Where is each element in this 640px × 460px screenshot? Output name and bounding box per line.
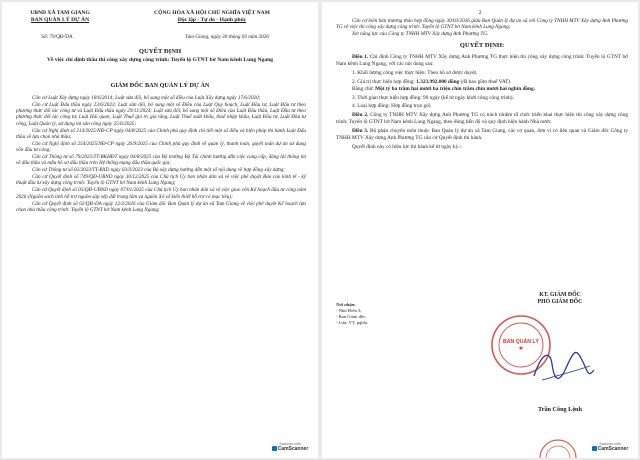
legal-basis-item: Xét năng lực của Công ty TNHH MTV Xây dựng Anh Phương TG.	[352, 30, 489, 37]
recipients-title: Nơi nhận:	[336, 302, 356, 307]
legal-basis-item: Căn cứ Quyết định số 05/QĐ-UBND ngày 07/01/2025 của Chủ tịch Ủy ban nhân dân xã về việc giao vốn Kế hoạch đầu tư công năm 2026 (Nguồn sách tỉnh hỗ trợ nguồn sắp xếp đất trung tâm và nguồn Xổ số kiến thiết hỗ trợ có mục tiêu);	[16, 187, 306, 200]
article-2	[336, 112, 628, 126]
camscanner-icon	[272, 446, 277, 451]
amount-in-words	[336, 86, 628, 93]
handwritten-signature-icon	[528, 342, 598, 392]
camscanner-watermark	[588, 442, 632, 452]
issuer-header	[12, 10, 108, 24]
national-header	[112, 10, 312, 24]
item-2-label: 2. Giá trị thực hiện hợp đồng:	[352, 78, 417, 85]
legal-basis-item: Căn cứ Quyết định số 62/QĐ-DA ngày 12/3/2026 của Giám đốc Ban Quản lý dự án xã Tam Giang về việc phê duyệt Kế hoạch lựa chọn nhà thầu công trình: Tuyến lộ GTNT bờ Nam kênh Lung Ngang;	[16, 200, 306, 213]
page-number: 2	[478, 10, 482, 16]
signature-title-line-1: KT. GIÁM ĐỐC	[539, 292, 581, 298]
issuer-line-1: UBND XÃ TAM GIANG	[30, 10, 90, 16]
legal-basis-item: Căn cứ Luật Xây dựng ngày 18/6/2014; Luật sửa đổi, bổ sung một số điều của Luật Xây dựng ngày 17/6/2020;	[32, 95, 261, 101]
legal-basis-item: Căn cứ biên bản thương thảo hợp đồng ngày 30/03/2026 giữa Ban Quản lý dự án xã với Công ty TNHH MTV Xây dựng Anh Phương TG về việc thi công xây dựng công trình: Tuyến lộ GTNT bờ Nam kênh Lung Ngang;	[336, 18, 628, 31]
item-4: 4. Loại hợp đồng: Hợp đồng trọn gói.	[352, 103, 432, 110]
decision-heading: QUYẾT ĐỊNH:	[459, 42, 505, 49]
article-1	[336, 54, 628, 68]
legal-bases	[16, 95, 306, 214]
legal-basis-item: Căn cứ Luật Đấu thầu ngày 23/6/2023; Luật sửa đổi, bổ sung một số Điều của Luật Quy hoạch, Luật Đầu tư, Luật Đầu tư theo phương thức đối tác công tư và Luật Đấu thầu ngày 29/11/2024; Luật sửa đổi, bổ sung một số Điều của Luật Đầu thầu, Luật Đầu tư theo phương thức đối tác công tư, Luật Hải quan, Luật Thuế giá trị gia tăng, Luật Thuế xuất khẩu, thuế nhập khẩu, Luật Đầu tư, Luật Đầu tư công, Luật Quản lý, sử dụng tài sản công ngày 25/6/2025;	[16, 101, 306, 127]
authority-heading: GIÁM ĐỐC BAN QUẢN LÝ DỰ ÁN	[110, 82, 210, 89]
item-2-vat: (đã bao gồm thuế VAT).	[459, 78, 512, 85]
signer-name: Trần Công Lệnh	[538, 406, 582, 413]
camscanner-icon	[592, 446, 597, 451]
document-date: Tam Giang, ngày 30 tháng 03 năm 2026	[185, 34, 269, 40]
document-number: Số: 79/QĐ-DA	[41, 34, 73, 40]
page-edge-stamp-icon	[538, 436, 578, 458]
issuer-line-2: BAN QUẢN LÝ DỰ ÁN	[30, 16, 90, 23]
national-motto: Độc lập - Tự do - Hạnh phúc	[177, 16, 247, 23]
national-title: CỘNG HÒA XÃ HỘI CHỦ NGHĨA VIỆT NAM	[154, 10, 270, 16]
legal-basis-item: Căn cứ Nghị định số 254/2025/NĐ-CP ngày 26/9/2025 của Chính phủ quy định về quản lý, thanh toán, quyết toán dự án sử dụng vốn đầu tư công;	[16, 140, 306, 154]
scanner-brand: CamScanner	[277, 446, 309, 452]
amount-words: Một tỷ ba trăm hai mươi ba triệu chín trăm chín mươi hai nghìn đồng.	[375, 85, 535, 92]
decision-subtitle: Về việc chỉ định thầu thi công xây dựng công trình: Tuyến lộ GTNT bờ Nam kênh Lung Ngang	[46, 57, 274, 63]
recipient-item: - Như Điều 3;	[336, 308, 362, 313]
article-3-text: Bộ phận chuyên môn thuộc Ban Quản lý dự án xã Tam Giang, các cơ quan, đơn vị có liên quan và Giám đốc Công ty TNHH MTV Xây dựng Anh Phương TG căn cứ Quyết định thi hành.	[336, 128, 628, 142]
legal-basis-item: Căn cứ Quyết định số 749/QĐ-UBND ngày 30/12/2025 của Chủ tịch Ủy ban nhân dân xã về việc phê duyệt Báo cáo kinh tế - kỹ thuật đầu tư xây dựng công trình: Tuyến lộ GTNT bờ Nam kênh Lung Ngang;	[16, 174, 306, 187]
document-page-2	[322, 2, 638, 458]
article-2-label: Điều 2.	[352, 112, 369, 119]
stamp-text: BAN QUẢN LÝ	[502, 339, 540, 345]
legal-bases-continued	[336, 18, 628, 37]
recipient-item: - Lưu: VT, pqlda.	[336, 320, 369, 325]
scanner-caption: Scanned with	[279, 442, 301, 446]
article-3-label: Điều 3.	[352, 128, 369, 135]
legal-basis-item: Căn cứ Nghị định số 214/2025/NĐ-CP ngày 04/8/2025 của Chính phủ quy định chi tiết một số điều và biện pháp thi hành Luật Đấu thầu về lựa chọn nhà thầu;	[16, 127, 306, 140]
item-3: 3. Thời gian thực hiện hợp đồng: 90 ngày (kể từ ngày khởi công công trình).	[352, 94, 514, 101]
article-2-text: Công ty TNHH MTV Xây dựng Anh Phương TG có trách nhiệm tổ chức triển khai thực hiện thi công xây dựng công trình: Tuyến lộ GTNT bờ Nam kênh Lung Ngang, theo đúng tiến độ và quy định hiện hành Nhà nước.	[336, 112, 628, 126]
legal-basis-item: Căn cứ Thông tư số 79/2025/TT-BKHĐT ngày 04/8/2025 của Bộ trưởng Bộ Tài chính hướng dẫn việc cung cấp, đăng tải thông tin về đấu thầu và mẫu hồ sơ đấu thầu trên Hệ thống mạng đấu thầu quốc gia;	[16, 154, 306, 167]
article-3	[336, 128, 628, 142]
article-1-label: Điều 1.	[352, 54, 369, 60]
svg-text:★: ★	[518, 346, 524, 352]
document-page-1	[2, 2, 318, 458]
recipients	[336, 302, 446, 326]
contract-amount: 1.323.992.000 đồng	[416, 78, 460, 85]
decision-body	[336, 54, 628, 151]
decision-title: QUYẾT ĐỊNH	[138, 48, 182, 55]
signature-title	[492, 292, 628, 306]
amount-words-label: Bằng chữ:	[352, 85, 376, 92]
legal-basis-item: Căn cứ Thông tư số 02/2023/TT-BXD ngày 03/3/2023 của Bộ xây dựng hướng dẫn một số nội dung về hợp đồng xây dựng;	[32, 167, 286, 174]
camscanner-watermark	[268, 442, 312, 452]
signature-title-line-2: PHÓ GIÁM ĐỐC	[537, 299, 583, 305]
recipient-item: - Ban Giám đốc;	[336, 314, 367, 319]
item-2	[336, 79, 628, 86]
article-1-text: Chỉ định Công ty TNHH MTV Xây dựng Anh Phương TG thực hiện thi công xây dựng công trình: Tuyến lộ GTNT bờ Nam kênh Lung Ngang, với các nội dung sau:	[336, 54, 628, 67]
scanner-brand: CamScanner	[597, 446, 629, 452]
effect-clause: Quyết định này có hiệu lực thi hành kể từ ngày ký./.	[352, 143, 463, 150]
item-1: 1. Khối lượng công việc thực hiện: Theo hồ sơ được duyệt.	[352, 69, 478, 76]
scanner-caption: Scanned with	[599, 442, 621, 446]
